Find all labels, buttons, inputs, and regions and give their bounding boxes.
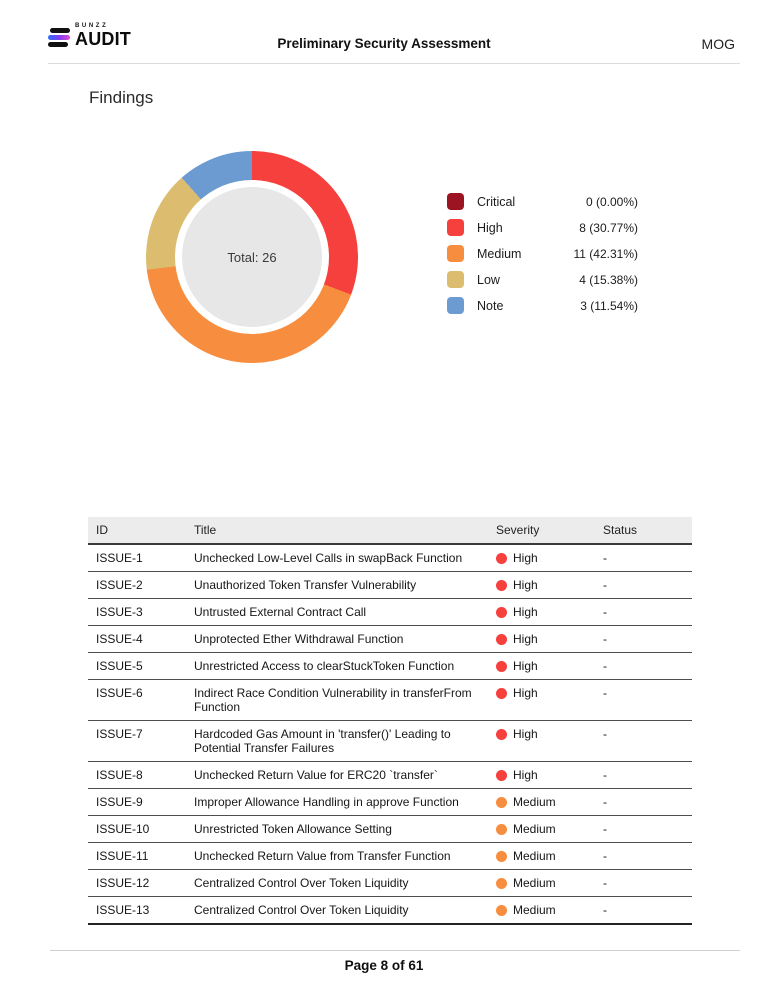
severity-label: High: [513, 686, 538, 700]
severity-dot-icon: [496, 729, 507, 740]
legend-label: High: [477, 220, 503, 235]
issue-status: -: [595, 653, 692, 680]
legend-swatch-high: [447, 219, 464, 236]
issue-id: ISSUE-13: [88, 897, 186, 925]
issue-title: Centralized Control Over Token Liquidity: [186, 870, 488, 897]
issue-status: -: [595, 626, 692, 653]
severity-donut-chart: [146, 151, 358, 363]
issue-status: -: [595, 870, 692, 897]
severity-label: Medium: [513, 903, 556, 917]
issue-id: ISSUE-12: [88, 870, 186, 897]
legend-label: Medium: [477, 246, 522, 261]
severity-dot-icon: [496, 878, 507, 889]
severity-dot-icon: [496, 688, 507, 699]
table-row: [88, 572, 692, 599]
table-row: [88, 816, 692, 843]
logo-bar-top: [50, 28, 70, 33]
issue-status: -: [595, 843, 692, 870]
issue-severity: [488, 789, 595, 816]
legend-swatch-critical: [447, 193, 464, 210]
table-row: [88, 653, 692, 680]
issue-status: -: [595, 544, 692, 572]
issue-severity: [488, 680, 595, 721]
issue-title: Unchecked Return Value for ERC20 `transfer`: [186, 762, 488, 789]
legend-item-critical: [447, 193, 638, 210]
legend-item-high: [447, 219, 638, 236]
issue-id: ISSUE-3: [88, 599, 186, 626]
issue-severity: [488, 816, 595, 843]
legend-value: 3 (11.54%): [580, 298, 638, 313]
issue-severity: [488, 626, 595, 653]
issue-severity: [488, 544, 595, 572]
issue-title: Unchecked Low-Level Calls in swapBack Function: [186, 544, 488, 572]
table-row: [88, 680, 692, 721]
severity-dot-icon: [496, 770, 507, 781]
issue-status: -: [595, 572, 692, 599]
severity-label: Medium: [513, 822, 556, 836]
severity-dot-icon: [496, 797, 507, 808]
legend-swatch-note: [447, 297, 464, 314]
issue-status: -: [595, 789, 692, 816]
page-number: Page 8 of 61: [344, 958, 424, 973]
issue-title: Hardcoded Gas Amount in 'transfer()' Leading to Potential Transfer Failures: [186, 721, 488, 762]
issue-id: ISSUE-8: [88, 762, 186, 789]
issue-id: ISSUE-7: [88, 721, 186, 762]
logo-product-name: AUDIT: [75, 29, 131, 49]
issue-id: ISSUE-9: [88, 789, 186, 816]
legend-label: Note: [477, 298, 504, 313]
footer-divider: [50, 950, 740, 951]
findings-table: [88, 517, 692, 925]
issue-status: -: [595, 762, 692, 789]
legend-value: 0 (0.00%): [585, 194, 638, 209]
table-row: [88, 870, 692, 897]
donut-center-label: Total: 26: [182, 187, 322, 327]
legend-swatch-medium: [447, 245, 464, 262]
legend-item-note: [447, 297, 638, 314]
issue-id: ISSUE-5: [88, 653, 186, 680]
issue-severity: [488, 721, 595, 762]
table-row: [88, 599, 692, 626]
table-row: [88, 626, 692, 653]
issue-id: ISSUE-6: [88, 680, 186, 721]
severity-label: High: [513, 551, 538, 565]
issue-title: Unchecked Return Value from Transfer Function: [186, 843, 488, 870]
table-row: [88, 789, 692, 816]
issue-status: -: [595, 599, 692, 626]
legend-item-low: [447, 271, 638, 288]
issue-title: Unauthorized Token Transfer Vulnerability: [186, 572, 488, 599]
legend-label: Low: [477, 272, 500, 287]
severity-label: High: [513, 768, 538, 782]
severity-dot-icon: [496, 824, 507, 835]
issue-title: Untrusted External Contract Call: [186, 599, 488, 626]
issue-severity: [488, 572, 595, 599]
issue-severity: [488, 897, 595, 925]
legend-value: 8 (30.77%): [579, 220, 638, 235]
chart-legend: [447, 193, 638, 323]
issue-title: Indirect Race Condition Vulnerability in transferFrom Function: [186, 680, 488, 721]
issue-title: Unrestricted Access to clearStuckToken Function: [186, 653, 488, 680]
column-header-severity: Severity: [488, 517, 595, 544]
table-row: [88, 762, 692, 789]
severity-dot-icon: [496, 905, 507, 916]
issue-severity: [488, 762, 595, 789]
severity-label: Medium: [513, 849, 556, 863]
issue-status: -: [595, 816, 692, 843]
report-title: Preliminary Security Assessment: [277, 36, 491, 51]
severity-label: High: [513, 605, 538, 619]
issue-status: -: [595, 721, 692, 762]
severity-label: High: [513, 632, 538, 646]
severity-dot-icon: [496, 553, 507, 564]
issue-id: ISSUE-10: [88, 816, 186, 843]
issue-title: Unprotected Ether Withdrawal Function: [186, 626, 488, 653]
issue-severity: [488, 843, 595, 870]
issue-severity: [488, 653, 595, 680]
issue-id: ISSUE-1: [88, 544, 186, 572]
severity-label: High: [513, 659, 538, 673]
severity-label: High: [513, 578, 538, 592]
severity-dot-icon: [496, 634, 507, 645]
severity-label: Medium: [513, 876, 556, 890]
table-row: [88, 721, 692, 762]
table-row: [88, 843, 692, 870]
findings-table-header: [88, 517, 692, 544]
section-title: Findings: [89, 88, 154, 107]
column-header-title: Title: [186, 517, 488, 544]
header-divider: [48, 63, 740, 64]
issue-severity: [488, 599, 595, 626]
legend-swatch-low: [447, 271, 464, 288]
issue-title: Centralized Control Over Token Liquidity: [186, 897, 488, 925]
issue-id: ISSUE-4: [88, 626, 186, 653]
severity-dot-icon: [496, 607, 507, 618]
severity-dot-icon: [496, 661, 507, 672]
issue-title: Unrestricted Token Allowance Setting: [186, 816, 488, 843]
project-name: MOG: [701, 36, 735, 52]
severity-label: Medium: [513, 795, 556, 809]
issue-id: ISSUE-2: [88, 572, 186, 599]
issue-title: Improper Allowance Handling in approve Function: [186, 789, 488, 816]
column-header-status: Status: [595, 517, 692, 544]
table-row: [88, 897, 692, 925]
issue-severity: [488, 870, 595, 897]
issue-status: -: [595, 680, 692, 721]
legend-label: Critical: [477, 194, 516, 209]
column-header-id: ID: [88, 517, 186, 544]
legend-value: 11 (42.31%): [573, 246, 638, 261]
issue-status: -: [595, 897, 692, 925]
logo-brand-name: BUNZZ: [75, 23, 109, 29]
severity-dot-icon: [496, 851, 507, 862]
table-row: [88, 544, 692, 572]
severity-dot-icon: [496, 580, 507, 591]
donut-hole: [175, 180, 329, 334]
legend-value: 4 (15.38%): [579, 272, 638, 287]
issue-id: ISSUE-11: [88, 843, 186, 870]
legend-item-medium: [447, 245, 638, 262]
severity-label: High: [513, 727, 538, 741]
